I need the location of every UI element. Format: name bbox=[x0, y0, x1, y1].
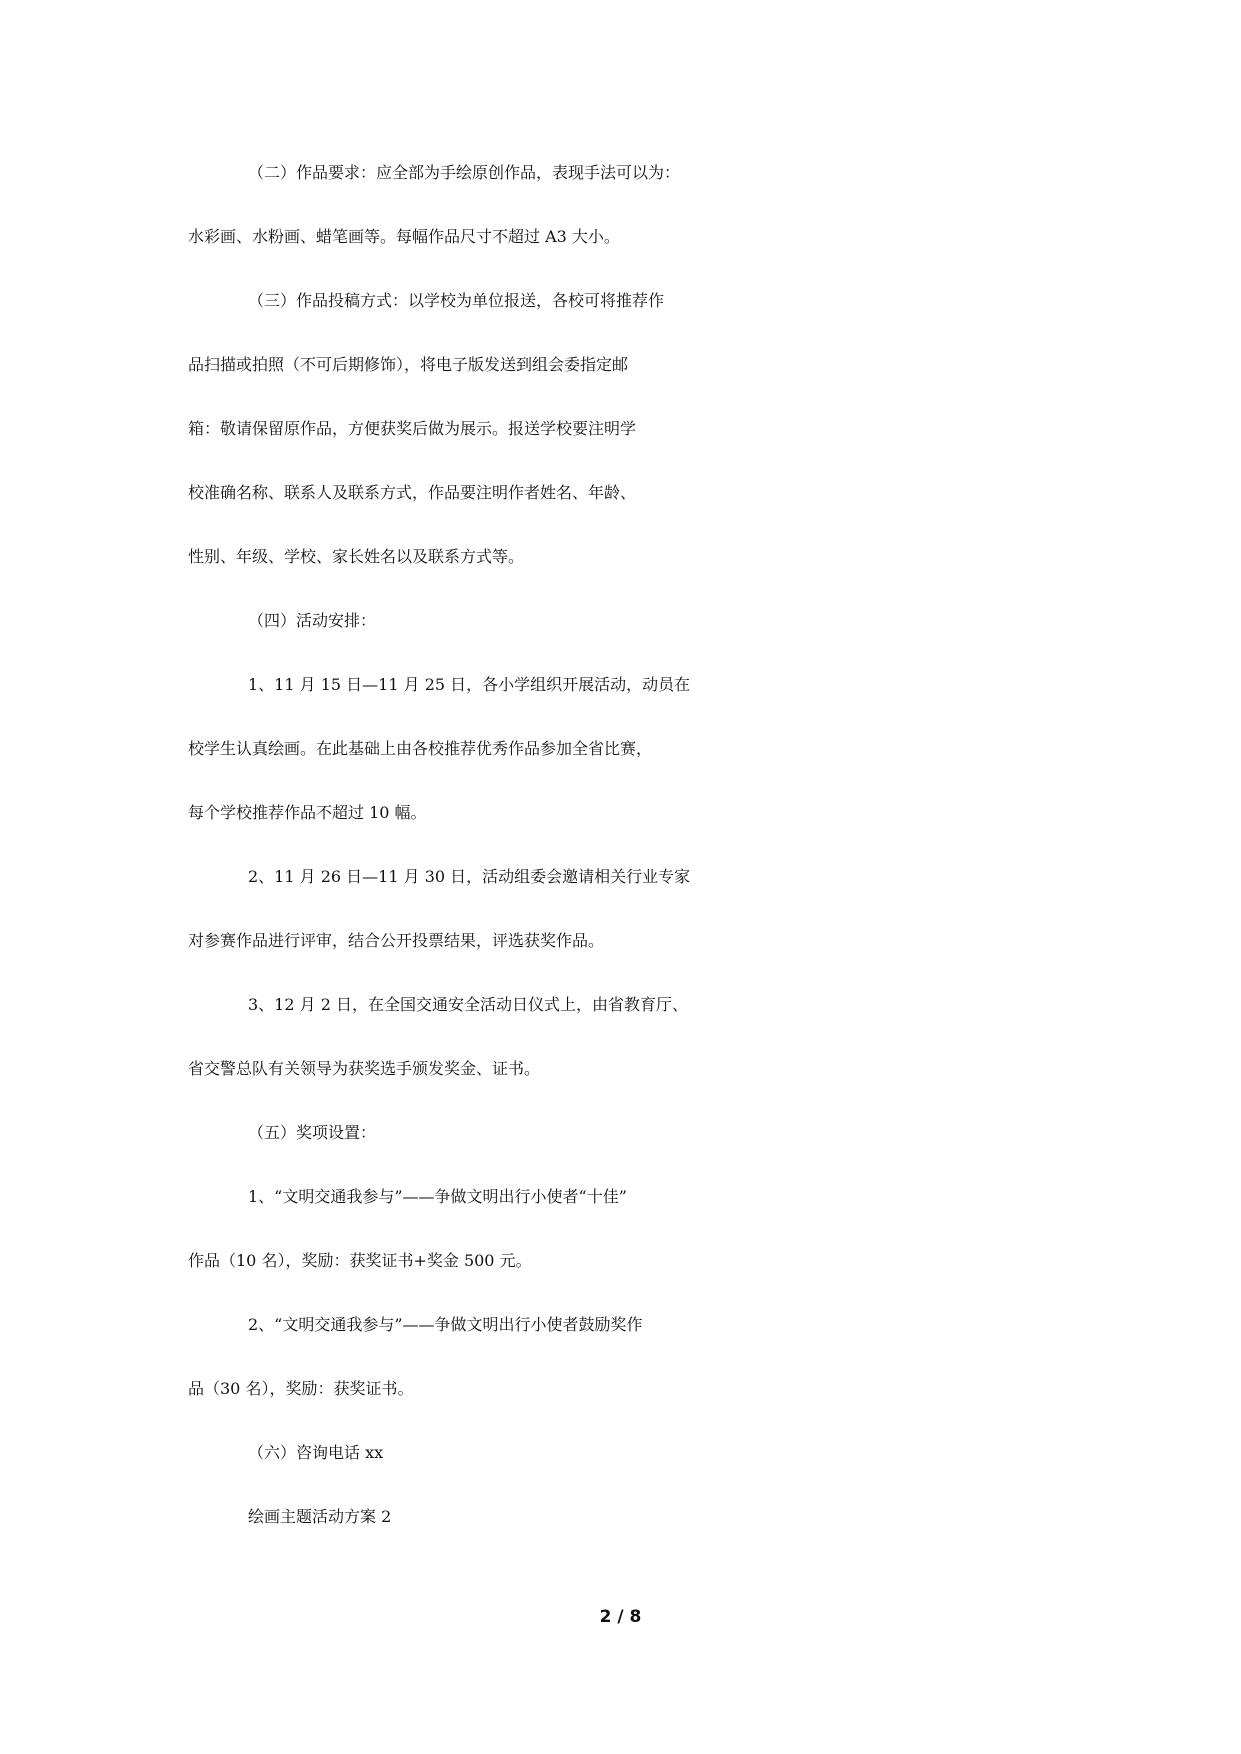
text-line: 校准确名称、联系人及联系方式，作品要注明作者姓名、年龄、 bbox=[188, 483, 637, 502]
text-line: 品扫描或拍照（不可后期修饰），将电子版发送到组会委指定邮 bbox=[188, 355, 629, 374]
document-title: 绘画主题活动方案 2 bbox=[248, 1507, 392, 1526]
text-line: 品（30 名），奖励：获奖证书。 bbox=[188, 1379, 414, 1398]
text-line: （二）作品要求：应全部为手绘原创作品，表现手法可以为： bbox=[248, 163, 681, 182]
text-line: 2、11 月 26 日—11 月 30 日，活动组委会邀请相关行业专家 bbox=[248, 867, 691, 886]
document-body bbox=[188, 160, 1068, 1568]
text-line: 校学生认真绘画。在此基础上由各校推荐优秀作品参加全省比赛， bbox=[188, 739, 653, 758]
text-line: 1、“文明交通我参与”——争做文明出行小使者“十佳” bbox=[248, 1187, 627, 1206]
text-line: 2、“文明交通我参与”——争做文明出行小使者鼓励奖作 bbox=[248, 1315, 643, 1334]
text-line: 对参赛作品进行评审，结合公开投票结果，评选获奖作品。 bbox=[188, 931, 605, 950]
text-line: （三）作品投稿方式：以学校为单位报送，各校可将推荐作 bbox=[248, 291, 665, 310]
section-heading: （五）奖项设置： bbox=[248, 1123, 377, 1142]
text-line: 3、12 月 2 日，在全国交通安全活动日仪式上，由省教育厅、 bbox=[248, 995, 688, 1014]
section-heading: （六）咨询电话 xx bbox=[248, 1443, 384, 1462]
text-line: 每个学校推荐作品不超过 10 幅。 bbox=[188, 803, 427, 822]
section-heading: （四）活动安排： bbox=[248, 611, 377, 630]
text-line: 水彩画、水粉画、蜡笔画等。每幅作品尺寸不超过 A3 大小。 bbox=[188, 227, 620, 246]
text-line: 性别、年级、学校、家长姓名以及联系方式等。 bbox=[188, 547, 525, 566]
text-line: 1、11 月 15 日—11 月 25 日，各小学组织开展活动，动员在 bbox=[248, 675, 691, 694]
text-line: 作品（10 名），奖励：获奖证书+奖金 500 元。 bbox=[188, 1251, 532, 1270]
text-line: 箱：敬请保留原作品，方便获奖后做为展示。报送学校要注明学 bbox=[188, 419, 637, 438]
text-line: 省交警总队有关领导为获奖选手颁发奖金、证书。 bbox=[188, 1059, 541, 1078]
page-number: 2 / 8 bbox=[599, 1607, 642, 1627]
